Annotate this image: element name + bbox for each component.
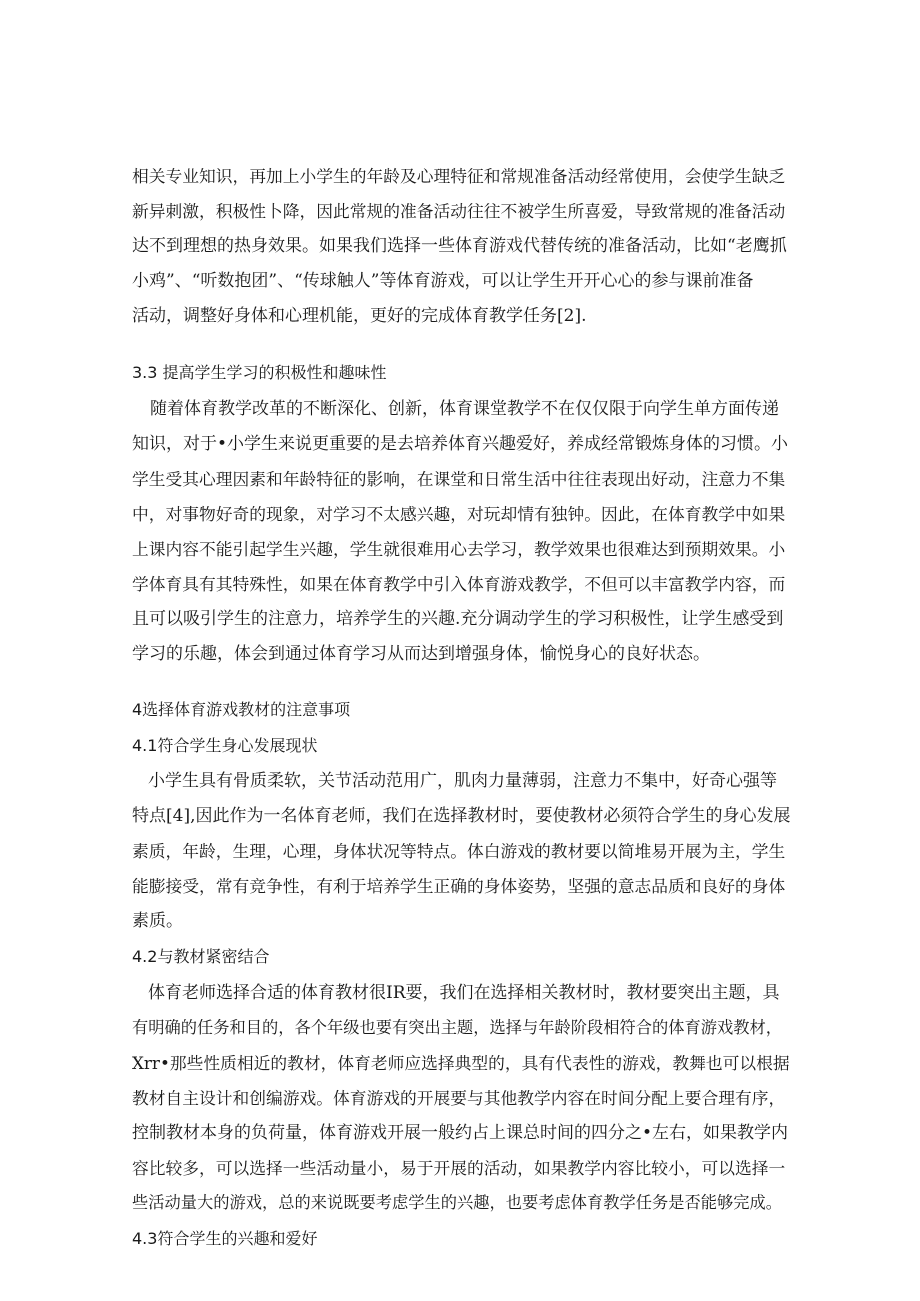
body-text-line: 体育老师选择合适的体育教材很IR要，我们在选择相关教材时，教材要突出主题，具 (148, 983, 780, 1003)
body-text-line: 些活动量大的游戏，总的来说既要考虑学生的兴趣，也要考虑体育教学任务是否能够完成。 (132, 1193, 782, 1212)
body-text-line: 知识，对于•小学生来说更重要的是去培养体育兴趣爱好，养成经常锻炼身体的习惯。小 (132, 434, 789, 454)
body-text-line: 新异刺激，积极性卜降，因此常规的准备活动往往不被学生所喜爱，导致常规的准备活动 (132, 201, 786, 221)
body-text-line: 小鸡”、“听数抱团”、“传球触人”等体育游戏，可以让学生开开心心的参与课前准备 (132, 271, 754, 291)
body-text-line: 活动，调整好身体和心理机能，更好的完成体育教学任务[2]. (132, 306, 587, 326)
body-text-line: 小学生具有骨质柔软，关节活动范用广，肌肉力量薄弱，注意力不集中，好奇心强等 (148, 771, 777, 791)
body-text-line: 达不到理想的热身效果。如果我们选择一些体育游戏代替传统的准备活动，比如“老鹰抓 (132, 236, 787, 256)
body-text-line: 教材自主设计和创编游戏。体育游戏的开展要与其他教学内容在时间分配上要合理有序， (132, 1088, 786, 1108)
body-text-line: 控制教材本身的负荷量，体育游戏开展一般约占上课总时间的四分之•左右，如果教学内 (132, 1123, 789, 1143)
body-text-line: 相关专业知识，再加上小学生的年龄及心理特征和常规准备活动经常使用，会使学生缺乏 (132, 166, 786, 186)
body-text-line: 素质。 (132, 911, 183, 931)
body-text-line: 学习的乐趣，体会到通过体育学习从而达到增强身体，愉悦身心的良好状态。 (132, 644, 710, 664)
body-text-line: 能膨接受，常有竞争性，有利于培养学生正确的身体姿势，坚强的意志品质和良好的身体 (132, 876, 786, 896)
body-text-line: 上课内容不能引起学生兴趣，学生就很难用心去学习，教学效果也很难达到预期效果。小 (132, 539, 786, 559)
body-text-line: 学体育具有其特殊性，如果在体育教学中引入体育游戏教学，不但可以丰富教学内容，而 (132, 574, 786, 594)
subsection-heading: 4.1符合学生身心发展现状 (132, 736, 318, 755)
body-text-line: 素质，年龄，生理，心理，身体状况等特点。体白游戏的教材要以简堆易开展为主，学生 (132, 841, 786, 861)
body-text-line: 特点[4],因此作为一名体育老师，我们在选择教材时，要使教材必须符合学生的身心发展 (132, 806, 791, 826)
body-text-line: 中，对事物好奇的现象，对学习不太感兴趣，对玩却情有独钟。因此，在体育教学中如果 (132, 504, 786, 524)
body-text-line: 有明确的任务和目的，各个年级也要有突出主题，选择与年龄阶段相符合的体育游戏教材， (132, 1018, 782, 1037)
section-heading: 3.3 提高学生学习的积极性和趣味性 (132, 363, 387, 382)
body-text-line: 随着体育教学改革的不断深化、创新，体育课堂教学不在仅仅限于向学生单方面传递 (150, 399, 779, 419)
body-text-line: 且可以吸引学生的注意力，培养学生的兴趣.充分调动学生的学习积极性，让学生感受到 (132, 609, 784, 629)
body-text-line: Xrr•那些性质相近的教材，体育老师应选择典型的，具有代表性的游戏，教舞也可以根据 (132, 1053, 790, 1073)
body-text-line: 容比较多，可以选择一些活动量小，易于开展的活动，如果教学内容比较小，可以选择一 (132, 1158, 786, 1178)
subsection-heading: 4.3符合学生的兴趣和爱好 (132, 1229, 318, 1248)
section-heading: 4选择体育游戏教材的注意事项 (132, 700, 351, 719)
body-text-line: 学生受其心理因素和年龄特征的影响，在课堂和日常生活中往往表现出好动，注意力不集 (132, 469, 786, 489)
subsection-heading: 4.2与教材紧密结合 (132, 947, 270, 966)
